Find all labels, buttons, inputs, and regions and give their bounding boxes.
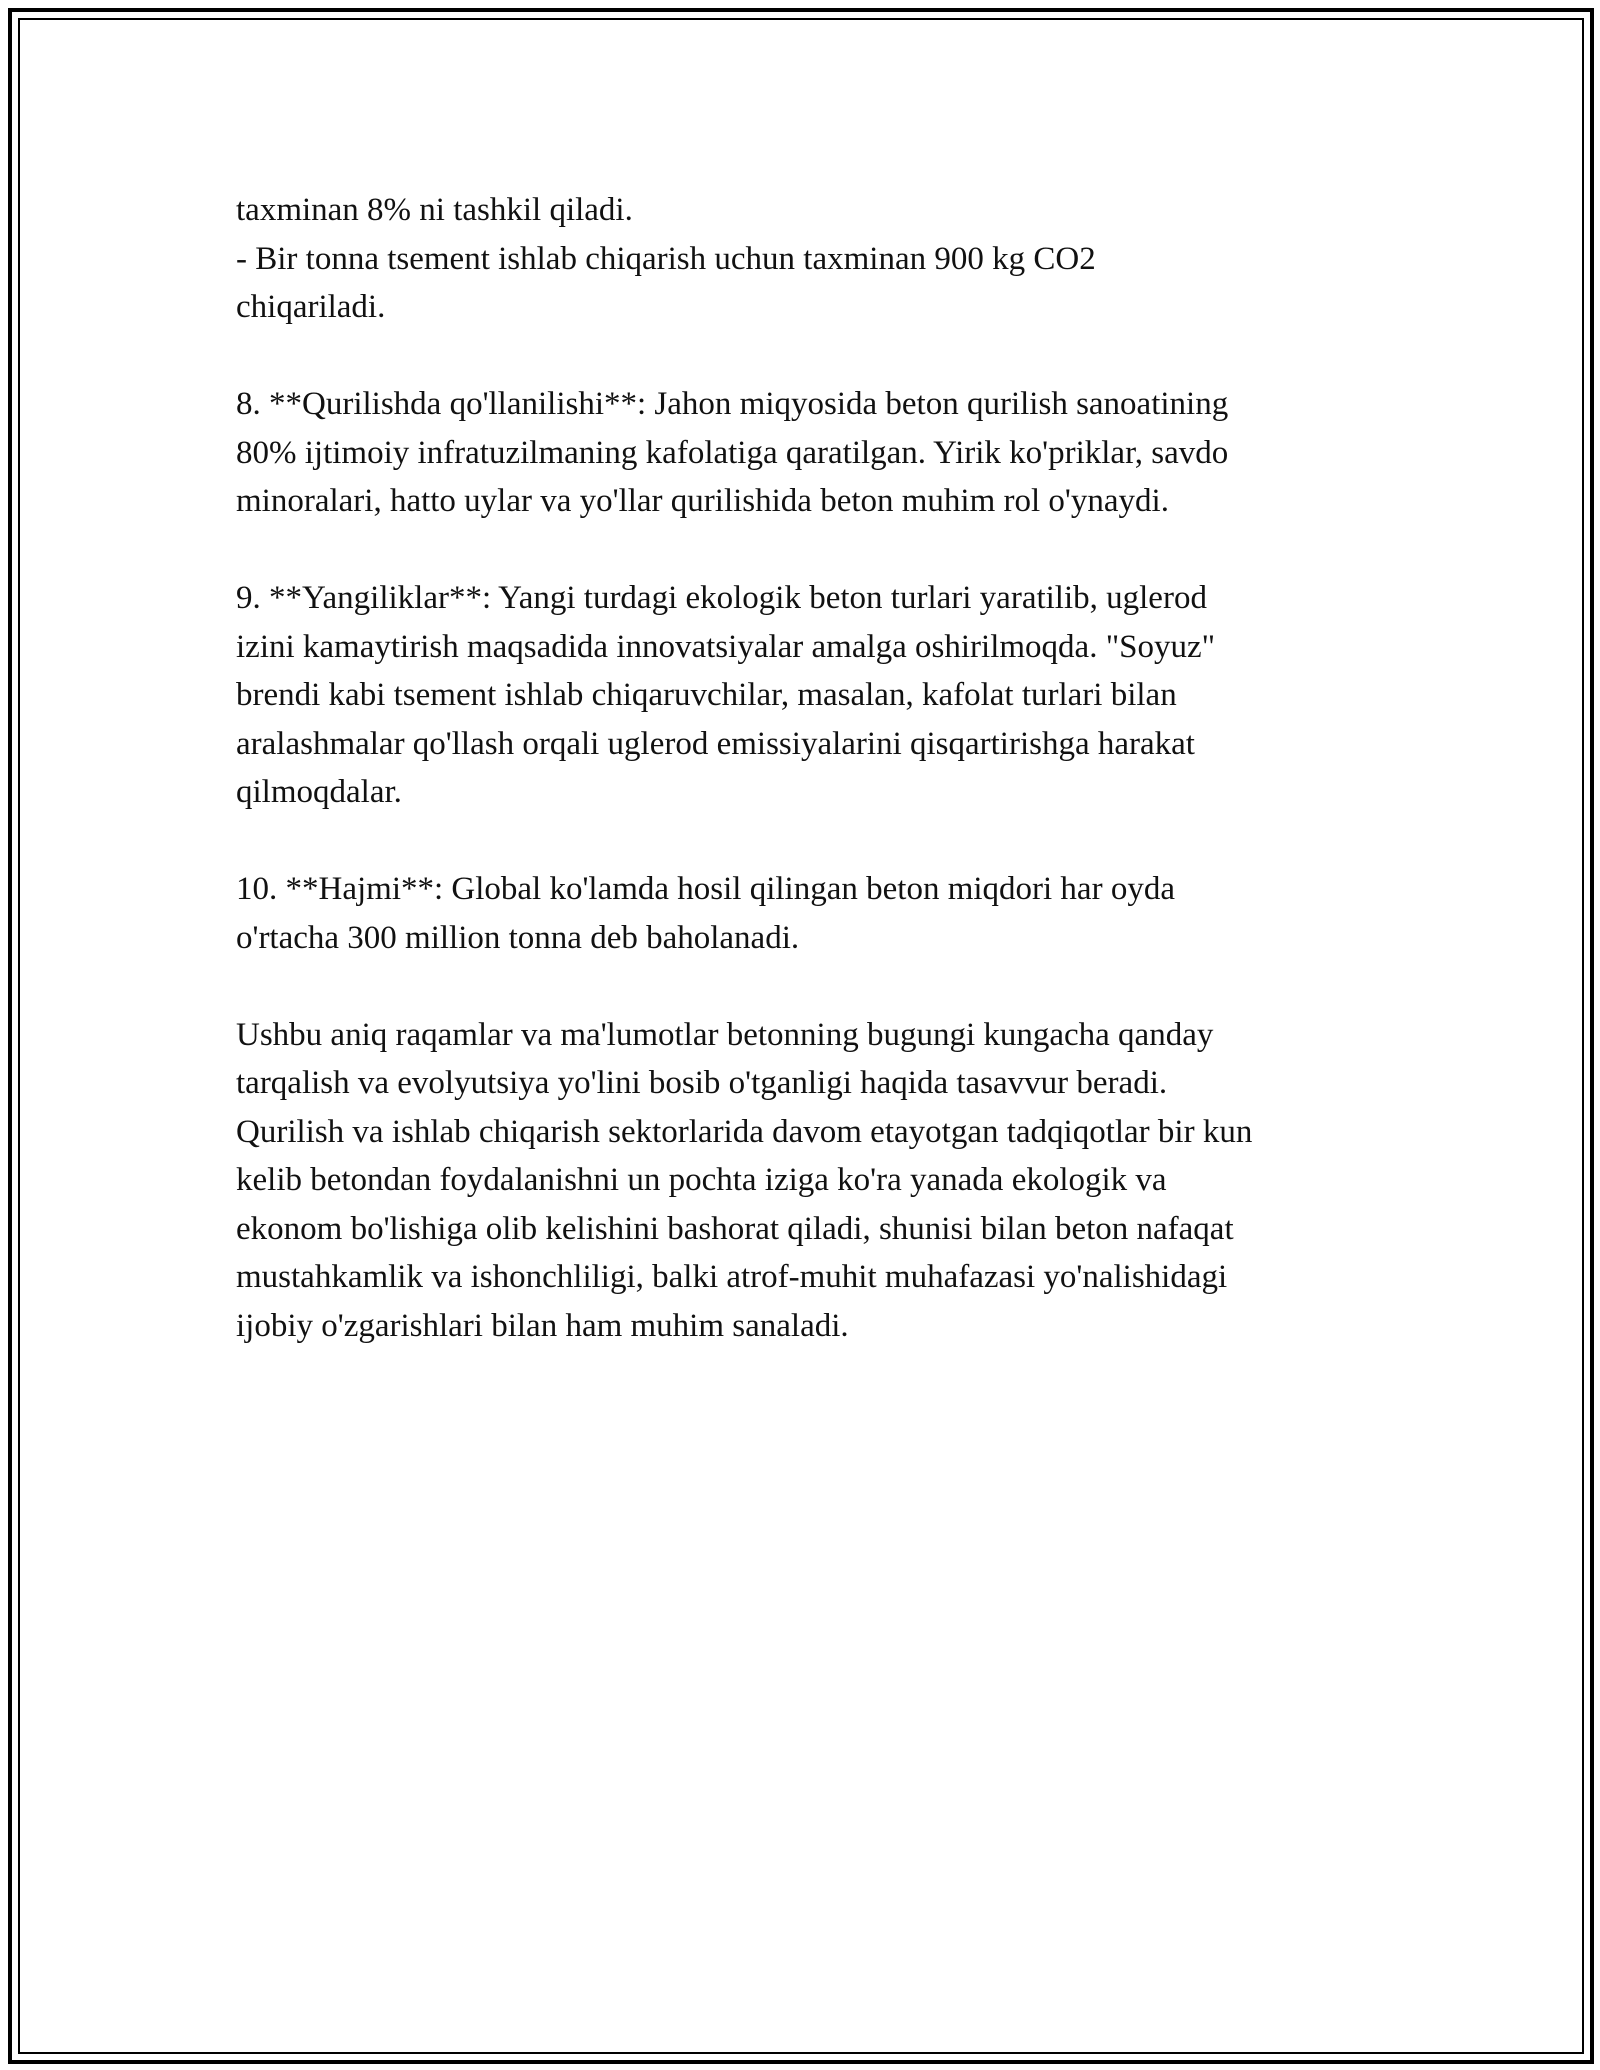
paragraph-construction-use: 8. **Qurilishda qo'llanilishi**: Jahon miqyosida beton qurilish sanoatining 80% ijtimoiy infratuzilmaning kafolatiga qaratilgan. Yirik ko'priklar, savdo minoralari, hatto uylar va yo'llar qurilishida beton muhim rol o'ynaydi.: [236, 386, 1229, 519]
paragraph-innovations: 9. **Yangiliklar**: Yangi turdagi ekologik beton turlari yaratilib, uglerod izini kamaytirish maqsadida innovatsiyalar amalga oshirilmoqda. "Soyuz" brendi kabi tsement ishlab chiqaruvchilar, masalan, kafolat turlari bilan aralashmalar qo'llash orqali uglerod emissiyalarini qisqartirishga harakat qilmoqdalar.: [236, 580, 1216, 810]
paragraph-conclusion: Ushbu aniq raqamlar va ma'lumotlar betonning bugungi kungacha qanday tarqalish va evolyutsiya yo'lini bosib o'tganligi haqida tasavvur beradi. Qurilish va ishlab chiqarish sektorlarida davom etayotgan tadqiqotlar bir kun kelib betondan foydalanishni un pochta iziga ko'ra yanada ekologik va ekonom bo'lishiga olib kelishini bashorat qiladi, shunisi bilan beton nafaqat mustahkamlik va ishonchliligi, balki atrof-muhit muhafazasi yo'nalishidagi ijobiy o'zgarishlari bilan ham muhim sanaladi.: [236, 1016, 1253, 1344]
paragraph-gap: [236, 526, 1386, 575]
paragraph-gap: [236, 962, 1386, 1011]
paragraph-cement-emissions: taxminan 8% ni tashkil qiladi. - Bir tonna tsement ishlab chiqarish uchun taxminan 900 kg CO2 chiqariladi.: [236, 192, 1096, 325]
paragraph-gap: [236, 332, 1386, 381]
document-body: [236, 186, 1386, 1350]
paragraph-gap: [236, 817, 1386, 866]
paragraph-volume: 10. **Hajmi**: Global ko'lamda hosil qilingan beton miqdori har oyda o'rtacha 300 million tonna deb baholanadi.: [236, 871, 1175, 956]
